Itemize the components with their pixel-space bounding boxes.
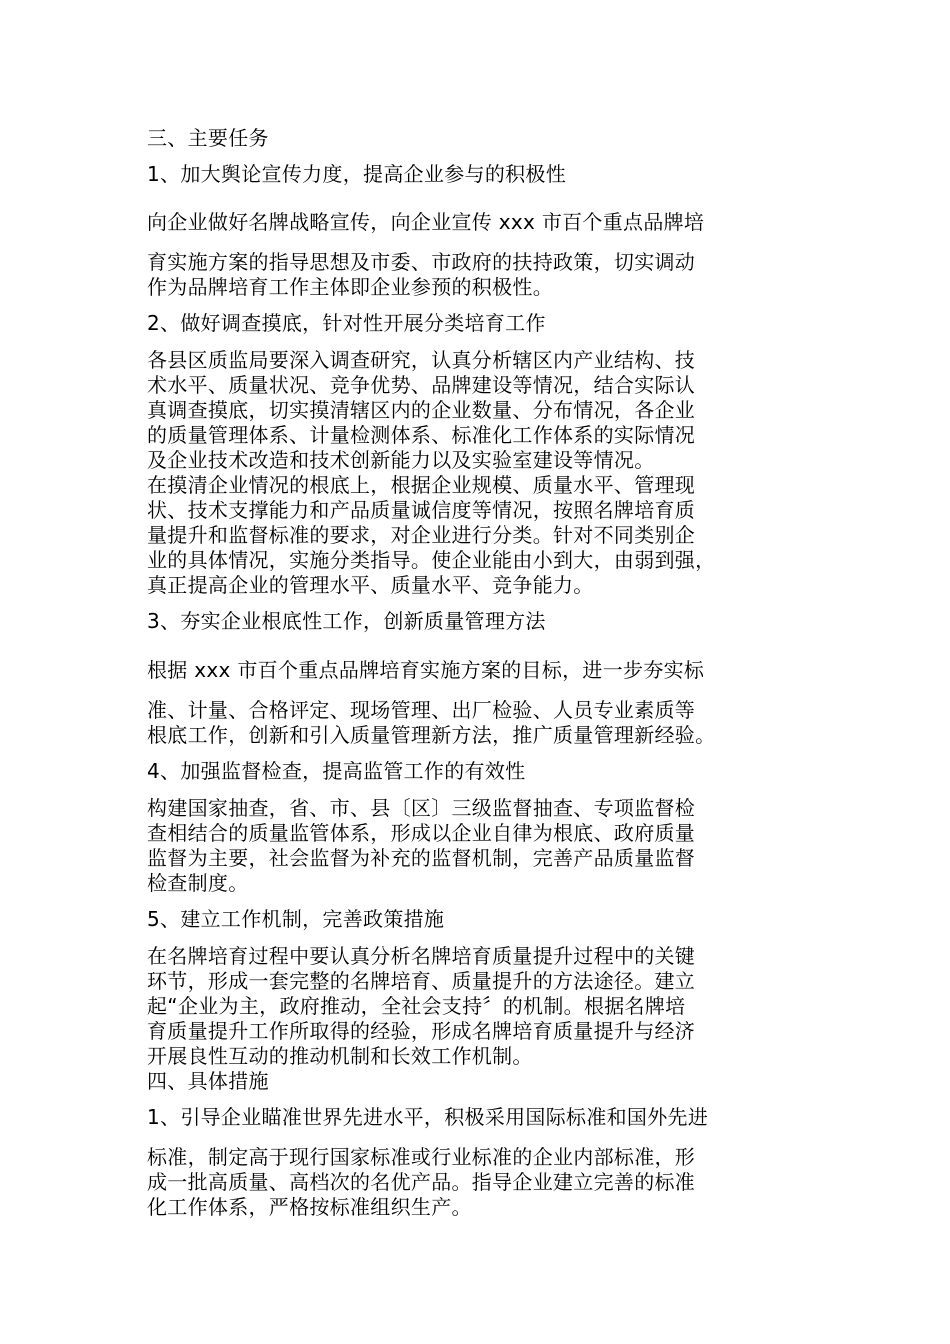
- section-heading-main-tasks: 三、主要任务: [147, 126, 269, 150]
- paragraph-line: 根底工作，创新和引入质量管理新方法，推广质量管理新经验。: [147, 723, 716, 747]
- paragraph-line: 各县区质监局要深入调查研究，认真分析辖区内产业结构、技: [147, 348, 696, 372]
- paragraph-line: 1、引导企业瞄准世界先进水平，积极采用国际标准和国外先进: [147, 1105, 709, 1129]
- paragraph-line: 在摸清企业情况的根底上，根据企业规模、质量水平、管理现: [147, 473, 696, 497]
- section-heading-measures: 四、具体措施: [147, 1069, 269, 1093]
- paragraph-line: 监督为主要，社会监督为补充的监督机制，完善产品质量监督: [147, 846, 696, 870]
- paragraph-line: 状、技术支撑能力和产品质量诚信度等情况，按照名牌培育质: [147, 498, 696, 522]
- paragraph-line: 准、计量、合格评定、现场管理、出厂检验、人员专业素质等: [147, 698, 696, 722]
- paragraph-line: 根据 xxx 市百个重点品牌培育实施方案的目标，进一步夯实标: [147, 658, 705, 682]
- paragraph-line: 化工作体系，严格按标准组织生产。: [147, 1195, 472, 1219]
- paragraph-line: 术水平、质量状况、竞争优势、品牌建设等情况，结合实际认: [147, 373, 696, 397]
- paragraph-line: 在名牌培育过程中要认真分析名牌培育质量提升过程中的关键: [147, 944, 696, 968]
- paragraph-line: 成一批高质量、高档次的名优产品。指导企业建立完善的标准: [147, 1170, 696, 1194]
- paragraph-line: 检查制度。: [147, 871, 249, 895]
- subheading-publicity: 1、加大舆论宣传力度，提高企业参与的积极性: [147, 162, 567, 186]
- paragraph-line: 标准，制定高于现行国家标准或行业标准的企业内部标准，形: [147, 1145, 696, 1169]
- paragraph-line: 起“企业为主，政府推动，全社会支持〞的机制。根据名牌培: [147, 994, 686, 1018]
- subheading-supervision: 4、加强监督检查，提高监管工作的有效性: [147, 759, 526, 783]
- paragraph-line: 育实施方案的指导思想及市委、市政府的扶持政策，切实调动: [147, 250, 696, 274]
- paragraph-line: 真正提高企业的管理水平、质量水平、竞争能力。: [147, 573, 594, 597]
- paragraph-line: 真调查摸底，切实摸清辖区内的企业数量、分布情况，各企业: [147, 398, 696, 422]
- paragraph-line: 业的具体情况，实施分类指导。使企业能由小到大，由弱到强，: [147, 548, 716, 572]
- subheading-mechanism: 5、建立工作机制，完善政策措施: [147, 907, 445, 931]
- paragraph-line: 的质量管理体系、计量检测体系、标准化工作体系的实际情况: [147, 423, 696, 447]
- paragraph-line: 及企业技术改造和技术创新能力以及实验室建设等情况。: [147, 448, 655, 472]
- subheading-survey: 2、做好调查摸底，针对性开展分类培育工作: [147, 311, 546, 335]
- paragraph-line: 向企业做好名牌战略宣传，向企业宣传 xxx 市百个重点品牌培: [147, 210, 705, 234]
- subheading-foundation: 3、夯实企业根底性工作，创新质量管理方法: [147, 609, 546, 633]
- paragraph-line: 开展良性互动的推动机制和长效工作机制。: [147, 1044, 533, 1068]
- paragraph-line: 构建国家抽查，省、市、县〔区〕三级监督抽查、专项监督检: [147, 796, 696, 820]
- paragraph-line: 育质量提升工作所取得的经验，形成名牌培育质量提升与经济: [147, 1019, 696, 1043]
- paragraph-line: 作为品牌培育工作主体即企业参预的积极性。: [147, 275, 553, 299]
- paragraph-line: 量提升和监督标准的要求，对企业进行分类。针对不同类别企: [147, 523, 696, 547]
- paragraph-line: 环节，形成一套完整的名牌培育、质量提升的方法途径。建立: [147, 969, 696, 993]
- paragraph-line: 查相结合的质量监管体系，形成以企业自律为根底、政府质量: [147, 821, 696, 845]
